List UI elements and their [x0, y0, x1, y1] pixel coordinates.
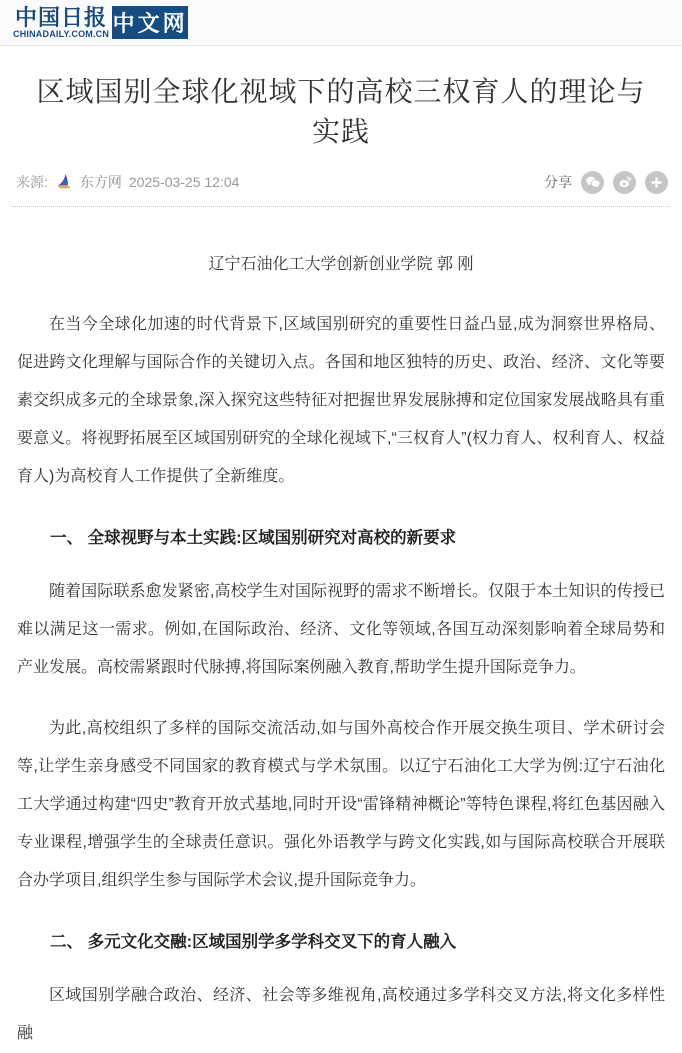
plus-icon[interactable]: [645, 171, 668, 194]
chinadaily-wordmark: [13, 7, 109, 39]
logo-site-badge: 中文网: [112, 6, 188, 39]
article-title: 区域国别全球化视域下的高校三权育人的理论与实践: [36, 76, 646, 147]
paragraph: 区域国别学融合政治、经济、社会等多维视角,高校通过多学科交叉方法,将文化多样性融: [17, 987, 665, 1042]
logo-brand-cn: 中国日报: [15, 5, 108, 31]
source-name: 东方网: [79, 174, 122, 190]
section-heading: 二、 多元文化交融:区域国别学多学科交叉下的育人融入: [50, 933, 457, 951]
byline: 辽宁石油化工大学创新创业学院 郭 刚: [208, 256, 474, 273]
paragraph: 随着国际联系愈发紧密,高校学生对国际视野的需求不断增长。仅限于本土知识的传授已难以满足这一需求。例如,在国际政治、经济、文化等领域,各国互动深刻影响着全球局势和产业发展。高校需紧跟时代脉搏,将国际案例融入教育,帮助学生提升国际竞争力。: [17, 583, 665, 676]
share-bar: [544, 171, 668, 194]
paragraph: 在当今全球化加速的时代背景下,区域国别研究的重要性日益凸显,成为洞察世界格局、促进跨文化理解与国际合作的关键切入点。各国和地区独特的历史、政治、经济、文化等要素交织成多元的全球景象,深入探究这些特征对把握世界发展脉搏和定位国家发展战略具有重要意义。将视野拓展至区域国别研究的全球化视域下,“三权育人”(权力育人、权利育人、权益育人)为高校育人工作提供了全新维度。: [17, 316, 665, 485]
paragraph: 为此,高校组织了多样的国际交流活动,如与国外高校合作开展交换生项目、学术研讨会等,让学生亲身感受不同国家的教育模式与学术氛围。以辽宁石油化工大学为例:辽宁石油化工大学通过构建“四史”教育开放式基地,同时开设“雷锋精神概论”等特色课程,将红色基因融入专业课程,增强学生的全球责任意识。强化外语教学与跨文化实践,如与国际高校联合开展联合办学项目,组织学生参与国际学术会议,提升国际竞争力。: [17, 720, 665, 889]
logo-brand-en: CHINADAILY.COM.CN: [13, 29, 110, 39]
weibo-icon[interactable]: [613, 171, 636, 194]
source-label: 来源:: [16, 174, 48, 190]
article-page: [0, 72, 682, 1053]
chinadaily-logo[interactable]: [13, 6, 188, 39]
source-meta: [16, 172, 239, 192]
wechat-icon[interactable]: [581, 171, 604, 194]
site-header: [0, 0, 682, 46]
article-meta-row: [16, 170, 668, 194]
publish-time: 2025-03-25 12:04: [128, 174, 240, 190]
share-label: 分享: [544, 174, 572, 190]
section-heading: 一、 全球视野与本土实践:区域国别研究对高校的新要求: [50, 529, 457, 547]
article-body: [17, 306, 665, 1053]
dotted-divider: [12, 206, 670, 207]
eastday-sail-icon: [55, 173, 73, 191]
